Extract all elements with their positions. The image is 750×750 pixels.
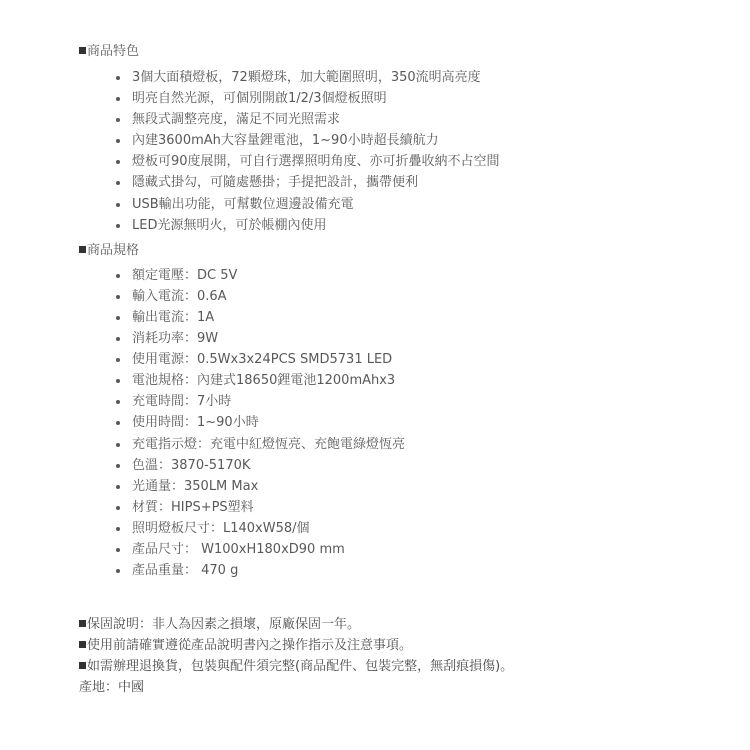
feature-text: 無段式調整亮度，滿足不同光照需求 [132, 112, 341, 128]
list-item [79, 67, 739, 88]
warranty-text: 保固說明：非人為因素之損壞，原廠保固一年。 [87, 617, 361, 633]
spec-text: 額定電壓：DC 5V [132, 267, 238, 283]
spec-text: 產品尺寸： W100xH180xD90 mm [132, 541, 345, 557]
list-item [79, 215, 739, 236]
bullet-dot-icon [116, 118, 120, 122]
warranty-note [79, 614, 739, 635]
list-item [79, 518, 739, 539]
list-item [79, 391, 739, 412]
list-item [79, 455, 739, 476]
spec-text: 光通量：350LM Max [132, 478, 259, 494]
list-item [79, 412, 739, 433]
list-item [79, 328, 739, 349]
feature-text: LED光源無明火，可於帳棚內使用 [132, 217, 327, 233]
bullet-dot-icon [116, 485, 120, 489]
list-item [79, 286, 739, 307]
bullet-dot-icon [116, 506, 120, 510]
spec-text: 輸入電流：0.6A [132, 288, 227, 304]
bullet-dot-icon [116, 569, 120, 573]
list-item [79, 88, 739, 109]
list-item [79, 172, 739, 193]
bullet-dot-icon [116, 139, 120, 143]
spec-text: 產品重量： 470 g [132, 563, 239, 579]
features-list [79, 67, 739, 236]
bullet-dot-icon [116, 337, 120, 341]
bullet-dot-icon [116, 527, 120, 531]
bullet-dot-icon [116, 160, 120, 164]
specs-heading [79, 241, 739, 261]
feature-text: 內建3600mAh大容量鋰電池，1~90小時超長續航力 [132, 133, 439, 149]
list-item [79, 539, 739, 560]
feature-text: 隱藏式掛勾，可隨處懸掛；手提把設計，攜帶便利 [132, 175, 419, 191]
square-bullet-icon [79, 641, 86, 648]
manual-text: 使用前請確實遵從產品說明書內之操作指示及注意事項。 [87, 638, 413, 654]
list-item [79, 109, 739, 130]
list-item [79, 370, 739, 391]
spec-text: 充電時間：7小時 [132, 394, 232, 410]
list-item [79, 194, 739, 215]
feature-text: 燈板可90度展開，可自行選擇照明角度、亦可折疊收納不占空間 [132, 154, 500, 170]
spec-text: 輸出電流：1A [132, 309, 215, 325]
spec-text: 消耗功率：9W [132, 331, 219, 347]
bullet-dot-icon [116, 181, 120, 185]
spec-text: 材質：HIPS+PS塑料 [132, 499, 254, 515]
list-item [79, 434, 739, 455]
origin-text: 產地：中國 [79, 680, 145, 696]
returns-text: 如需辦理退換貨，包裝與配件須完整(商品配件、包裝完整，無刮痕損傷)。 [87, 659, 514, 675]
manual-note [79, 635, 739, 656]
list-item [79, 497, 739, 518]
features-heading [79, 42, 739, 62]
feature-text: 3個大面積燈板，72顆燈珠，加大範圍照明，350流明高亮度 [132, 70, 481, 85]
spec-text: 使用時間：1~90小時 [132, 415, 259, 431]
feature-text: 明亮自然光源，可個別開啟1/2/3個燈板照明 [132, 91, 387, 107]
features-heading-text: 商品特色 [87, 44, 140, 59]
product-description [79, 42, 739, 698]
list-item [79, 476, 739, 497]
list-item [79, 151, 739, 172]
list-item [79, 265, 739, 286]
spec-text: 色溫：3870-5170K [132, 457, 251, 473]
bullet-dot-icon [116, 464, 120, 468]
specs-list [79, 265, 739, 581]
spec-text: 照明燈板尺寸：L140xW58/個 [132, 520, 310, 536]
bullet-dot-icon [116, 548, 120, 552]
bullet-dot-icon [116, 76, 120, 80]
square-bullet-icon [79, 620, 86, 627]
bullet-dot-icon [116, 203, 120, 207]
bullet-dot-icon [116, 421, 120, 425]
bullet-dot-icon [116, 97, 120, 101]
square-bullet-icon [79, 246, 86, 253]
origin-note [79, 677, 739, 698]
list-item [79, 130, 739, 151]
specs-heading-text: 商品規格 [87, 242, 140, 258]
bullet-dot-icon [116, 400, 120, 404]
bullet-dot-icon [116, 274, 120, 278]
list-item [79, 307, 739, 328]
list-item [79, 349, 739, 370]
bullet-dot-icon [116, 443, 120, 447]
bullet-dot-icon [116, 316, 120, 320]
bullet-dot-icon [116, 358, 120, 362]
returns-note [79, 656, 739, 677]
bullet-dot-icon [116, 379, 120, 383]
spec-text: 充電指示燈：充電中紅燈恆亮、充飽電綠燈恆亮 [132, 436, 406, 452]
spec-text: 電池規格：內建式18650鋰電池1200mAhx3 [132, 373, 396, 389]
spec-text: 使用電源：0.5Wx3x24PCS SMD5731 LED [132, 352, 393, 368]
notes-section [79, 614, 739, 698]
bullet-dot-icon [116, 224, 120, 228]
square-bullet-icon [79, 47, 86, 54]
bullet-dot-icon [116, 295, 120, 299]
feature-text: USB輸出功能，可幫數位週邊設備充電 [132, 196, 354, 212]
list-item [79, 560, 739, 581]
square-bullet-icon [79, 662, 86, 669]
